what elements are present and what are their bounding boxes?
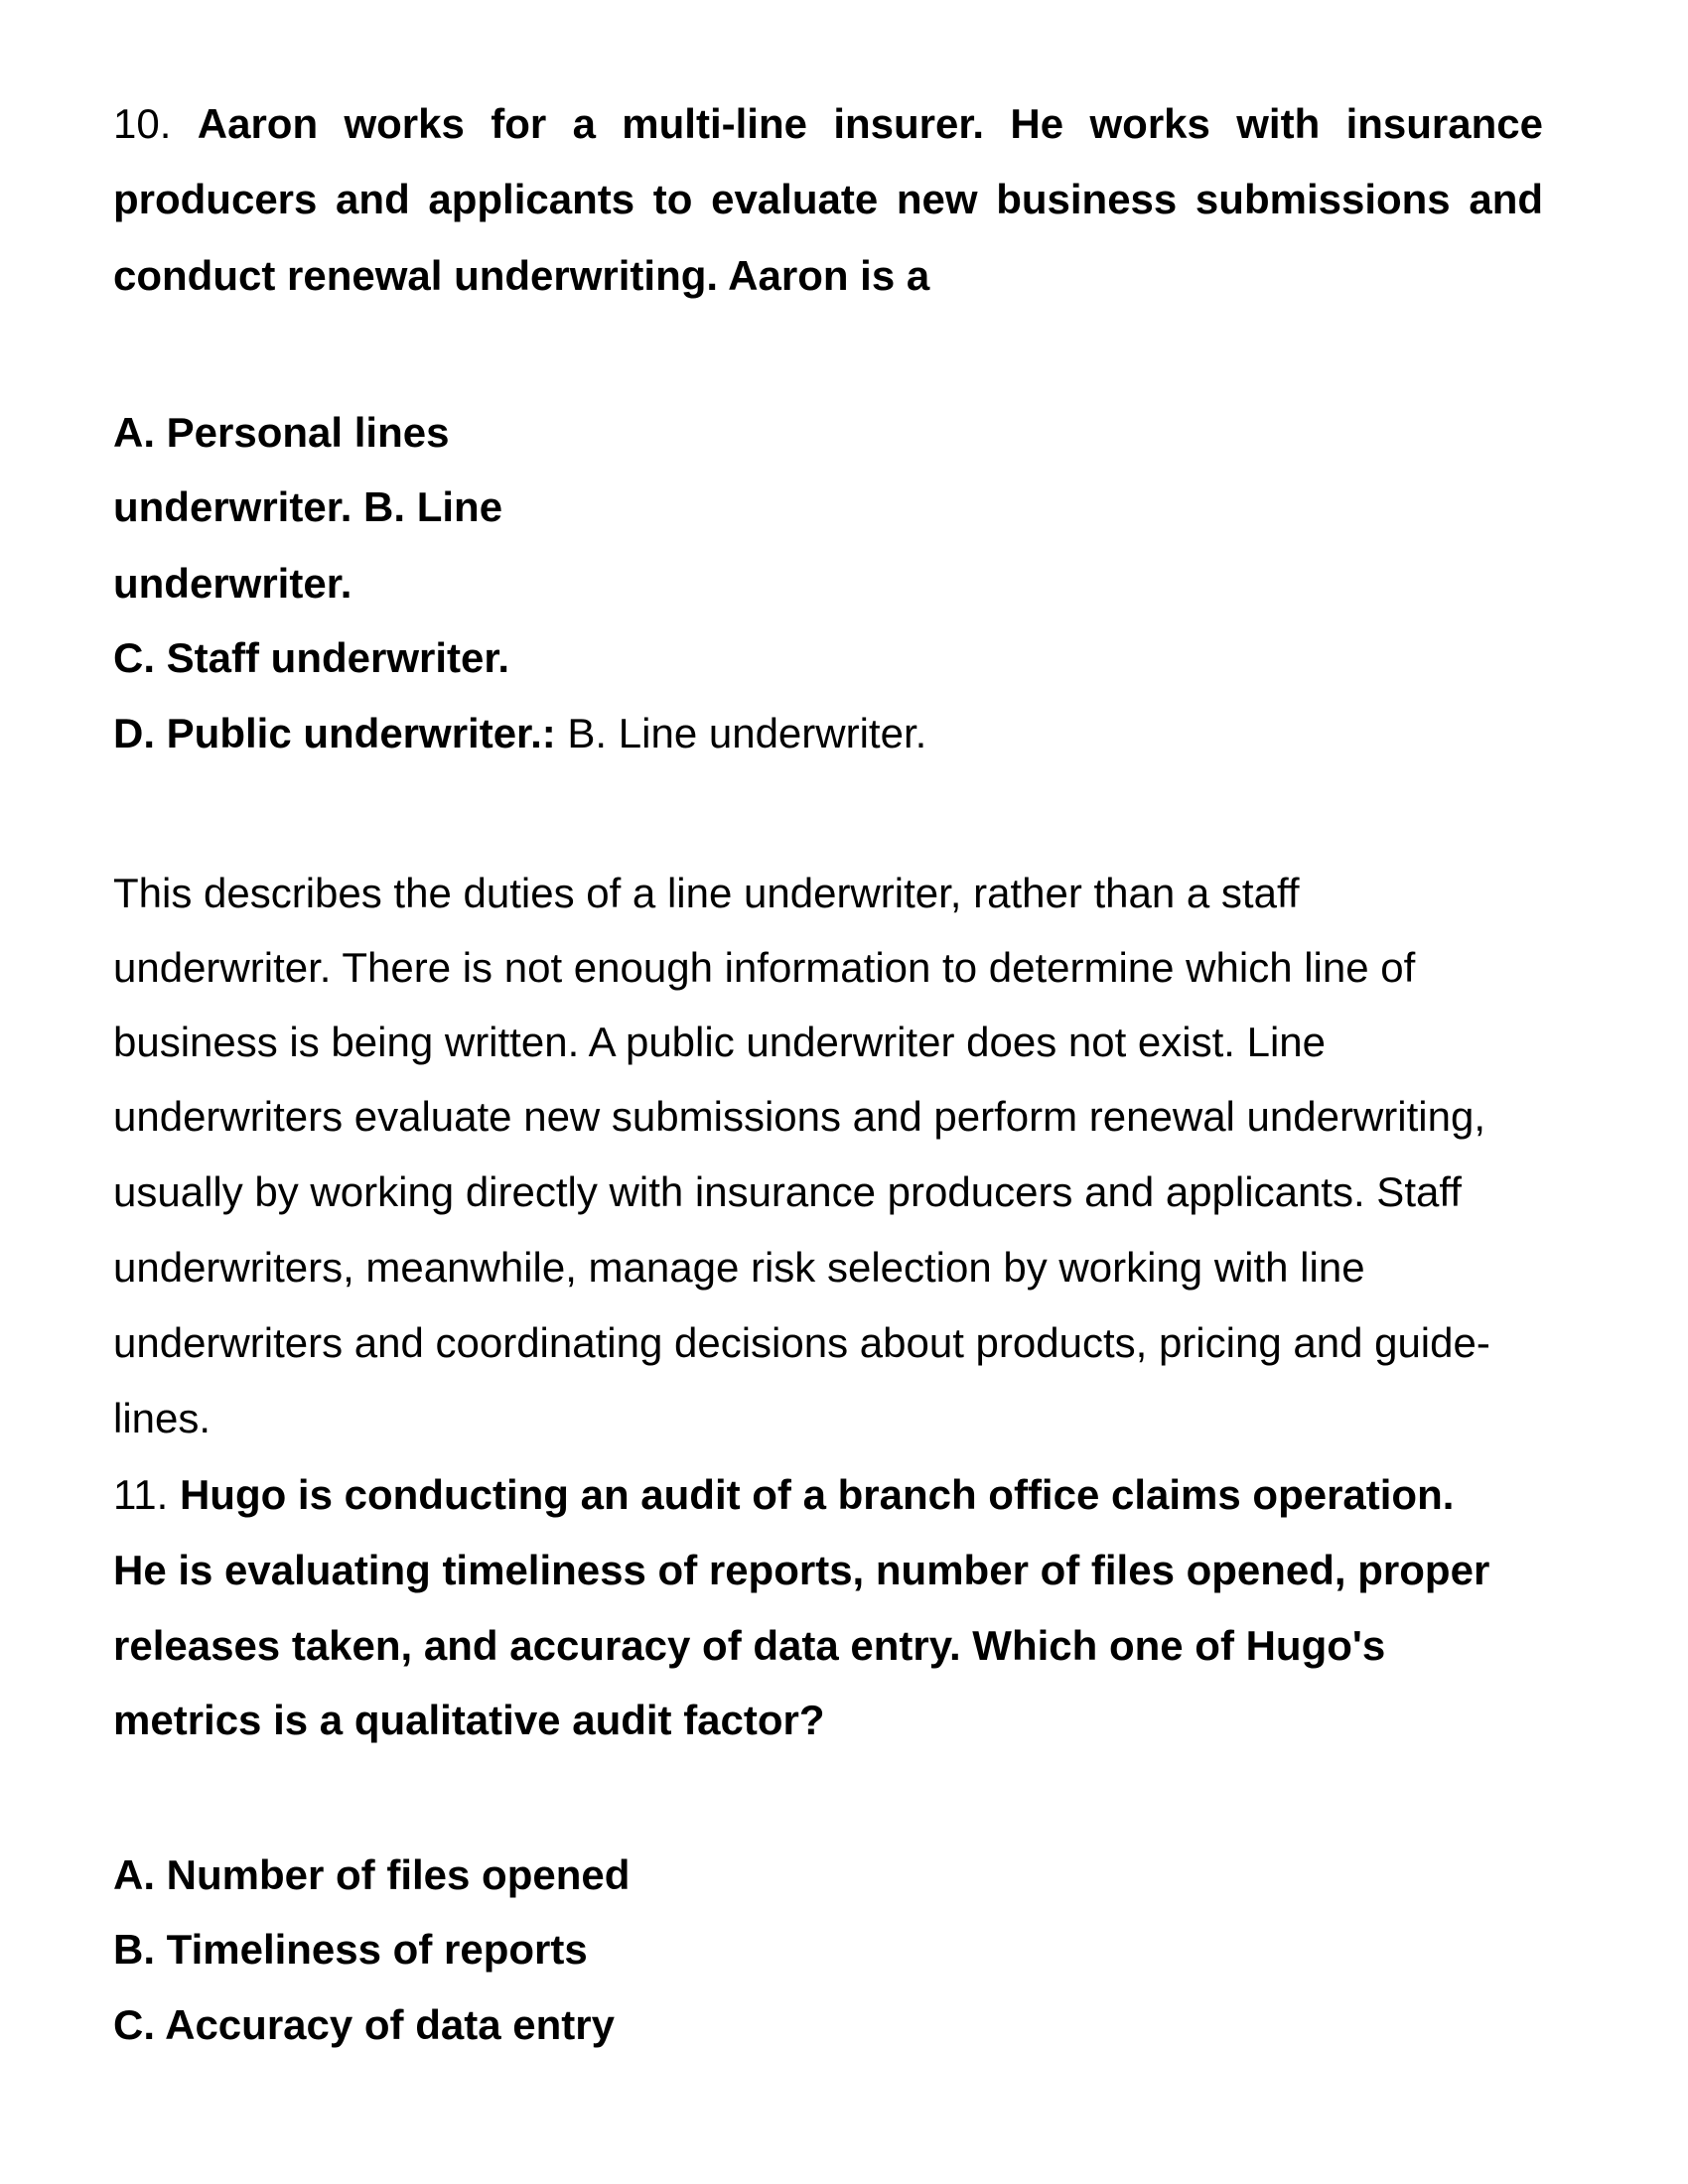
explanation-line-7: underwriters and coordinating decisions about products, pricing and guide- — [113, 1319, 1490, 1366]
question-10-option-line-4: C. Staff underwriter. — [113, 634, 510, 681]
question-10-stem-line-1 — [113, 86, 1543, 162]
question-11-stem-text: Hugo is conducting an audit of a branch office claims operation. — [179, 1471, 1455, 1518]
explanation-line-8: lines. — [113, 1395, 211, 1441]
question-10-number: 10. — [113, 100, 172, 147]
question-10-option-d: D. Public underwriter.: — [113, 710, 556, 756]
question-11-stem-line-1 — [113, 1457, 1454, 1533]
question-11-stem-line-2: He is evaluating timeliness of reports, number of files opened, proper — [113, 1547, 1490, 1593]
explanation-line-1: This describes the duties of a line underwriter, rather than a staff — [113, 870, 1300, 916]
question-10-option-line-5 — [113, 696, 926, 771]
question-11-option-b: B. Timeliness of reports — [113, 1926, 588, 1973]
question-10-stem-line-2: producers and applicants to evaluate new business submissions and — [113, 176, 1543, 222]
question-11-number: 11. — [113, 1471, 169, 1518]
question-10-option-line-1: A. Personal lines — [113, 409, 450, 456]
question-11-stem-line-4: metrics is a qualitative audit factor? — [113, 1697, 825, 1743]
explanation-line-3: business is being written. A public underwriter does not exist. Line — [113, 1019, 1327, 1065]
explanation-line-2: underwriter. There is not enough information to determine which line of — [113, 944, 1416, 991]
question-10-stem-line-3: conduct renewal underwriting. Aaron is a — [113, 252, 930, 299]
question-10-option-line-2: underwriter. B. Line — [113, 483, 503, 530]
explanation-line-5: usually by working directly with insurance producers and applicants. Staff — [113, 1168, 1462, 1215]
question-10-answer: B. Line underwriter. — [567, 710, 927, 756]
question-11-stem-line-3: releases taken, and accuracy of data entry. Which one of Hugo's — [113, 1622, 1386, 1669]
explanation-line-6: underwriters, meanwhile, manage risk selection by working with line — [113, 1244, 1365, 1291]
question-10-stem-text: Aaron works for a multi-line insurer. He works with insurance — [197, 100, 1544, 147]
question-10-option-line-3: underwriter. — [113, 560, 352, 607]
question-11-option-c: C. Accuracy of data entry — [113, 2001, 615, 2048]
question-11-option-a: A. Number of files opened — [113, 1851, 631, 1898]
explanation-line-4: underwriters evaluate new submissions and perform renewal underwriting, — [113, 1093, 1486, 1140]
